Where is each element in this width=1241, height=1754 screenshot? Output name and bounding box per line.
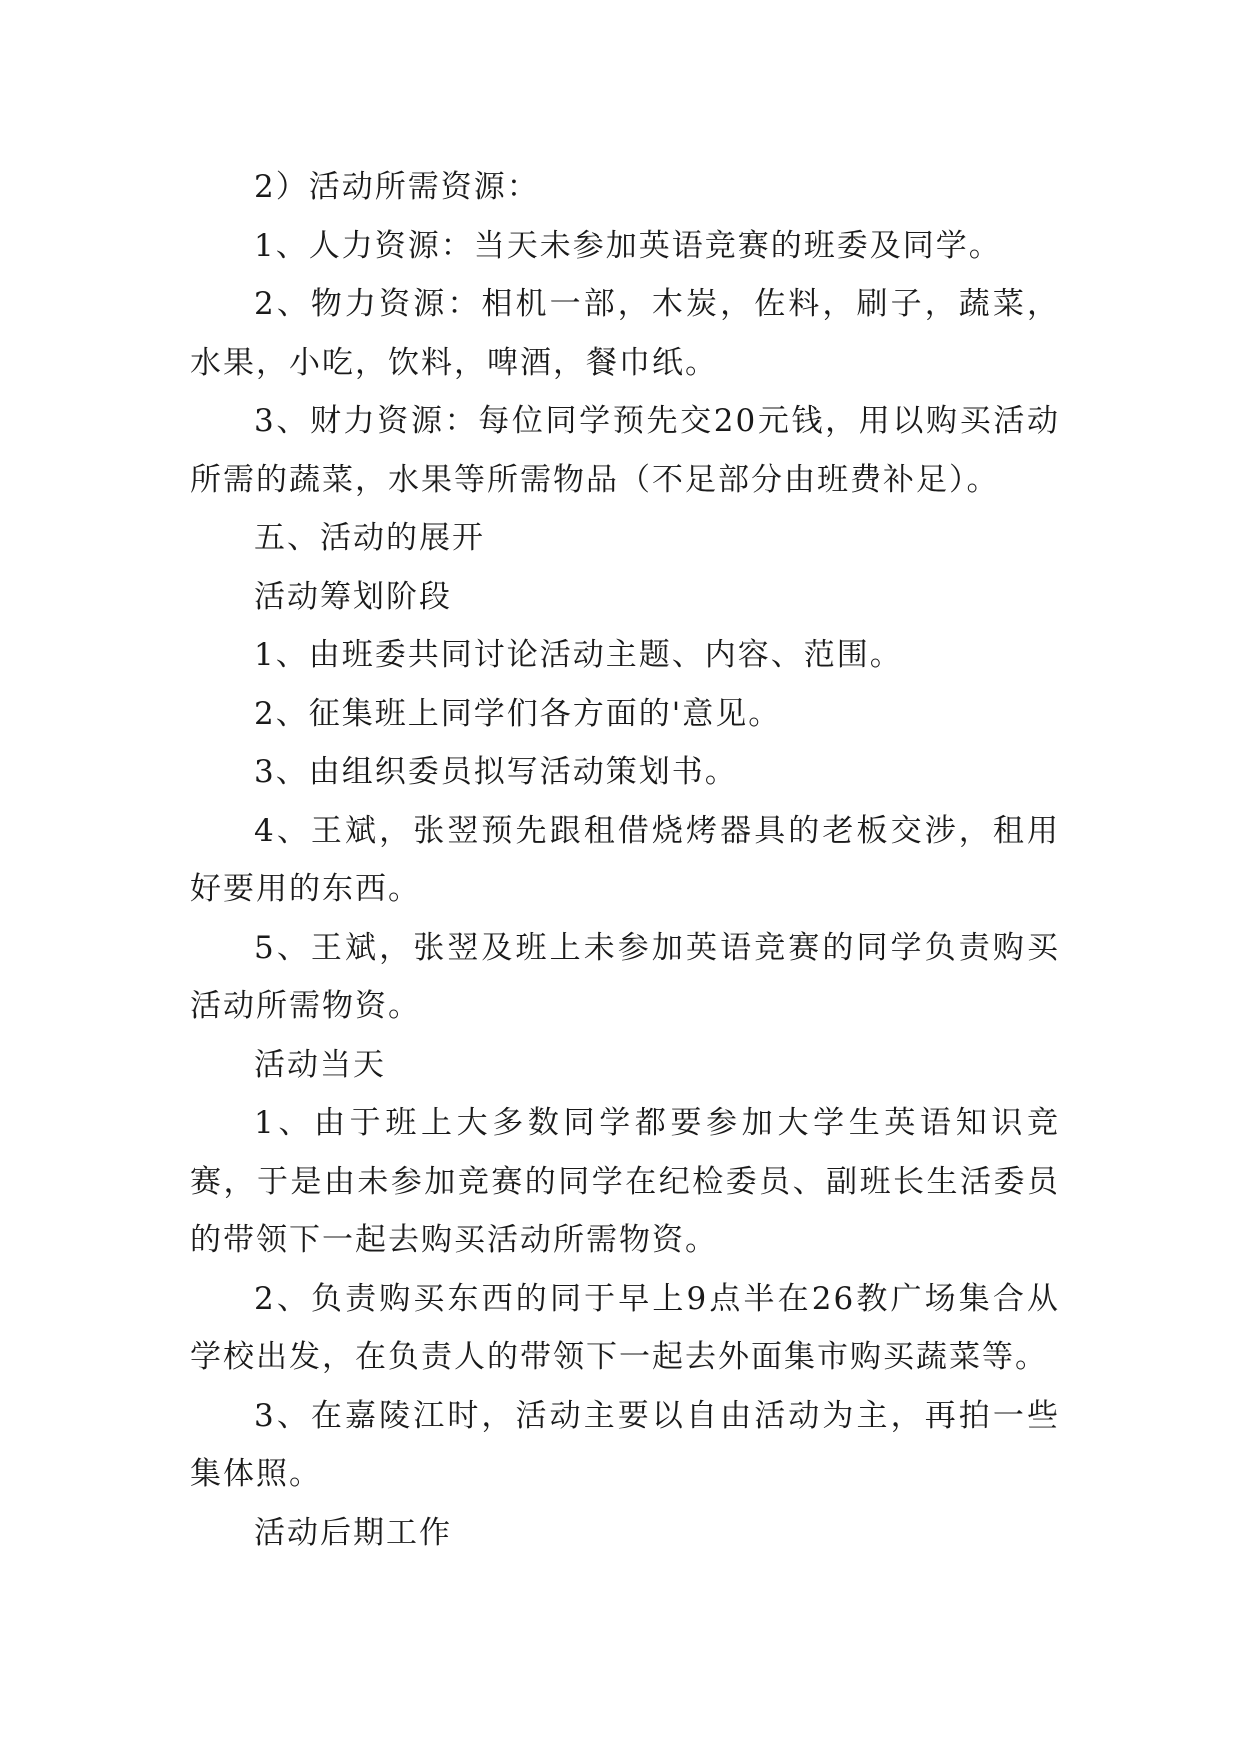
paragraph-activity-day-item-1: 1、由于班上大多数同学都要参加大学生英语知识竞赛，于是由未参加竞赛的同学在纪检委员、副班长生活委员的带领下一起去购买活动所需物资。 bbox=[190, 1105, 1060, 1258]
paragraph-resources-heading: 2）活动所需资源： bbox=[254, 169, 540, 205]
paragraph-financial-resources: 3、财力资源：每位同学预先交20元钱，用以购买活动所需的蔬菜，水果等所需物品（不足部分由班费补足）。 bbox=[190, 403, 1060, 498]
paragraph-material-resources: 2、物力资源：相机一部，木炭，佐料，刷子，蔬菜，水果，小吃，饮料，啤酒，餐巾纸。 bbox=[190, 286, 1060, 381]
paragraph-human-resources: 1、人力资源：当天未参加英语竞赛的班委及同学。 bbox=[254, 227, 1002, 264]
paragraph-activity-day-item-3: 3、在嘉陵江时，活动主要以自由活动为主，再拍一些集体照。 bbox=[190, 1397, 1060, 1492]
paragraph-activity-day-item-2: 2、负责购买东西的同于早上9点半在26教广场集合从学校出发，在负责人的带领下一起去外面集市购买蔬菜等。 bbox=[190, 1280, 1060, 1375]
paragraph-planning-item-2: 2、征集班上同学们各方面的'意见。 bbox=[254, 695, 782, 732]
paragraph-planning-item-3: 3、由组织委员拟写活动策划书。 bbox=[254, 754, 738, 790]
paragraph-planning-item-5: 5、王斌，张翌及班上未参加英语竞赛的同学负责购买活动所需物资。 bbox=[190, 929, 1060, 1024]
section-heading-activity-development: 五、活动的展开 bbox=[254, 520, 485, 556]
subheading-planning-stage: 活动筹划阶段 bbox=[254, 578, 452, 615]
paragraph-planning-item-4: 4、王斌，张翌预先跟租借烧烤器具的老板交涉，租用好要用的东西。 bbox=[190, 812, 1060, 907]
subheading-activity-day: 活动当天 bbox=[254, 1046, 386, 1083]
subheading-post-activity-work: 活动后期工作 bbox=[254, 1514, 452, 1551]
paragraph-planning-item-1: 1、由班委共同讨论活动主题、内容、范围。 bbox=[254, 637, 903, 673]
document-body bbox=[190, 158, 1060, 1562]
